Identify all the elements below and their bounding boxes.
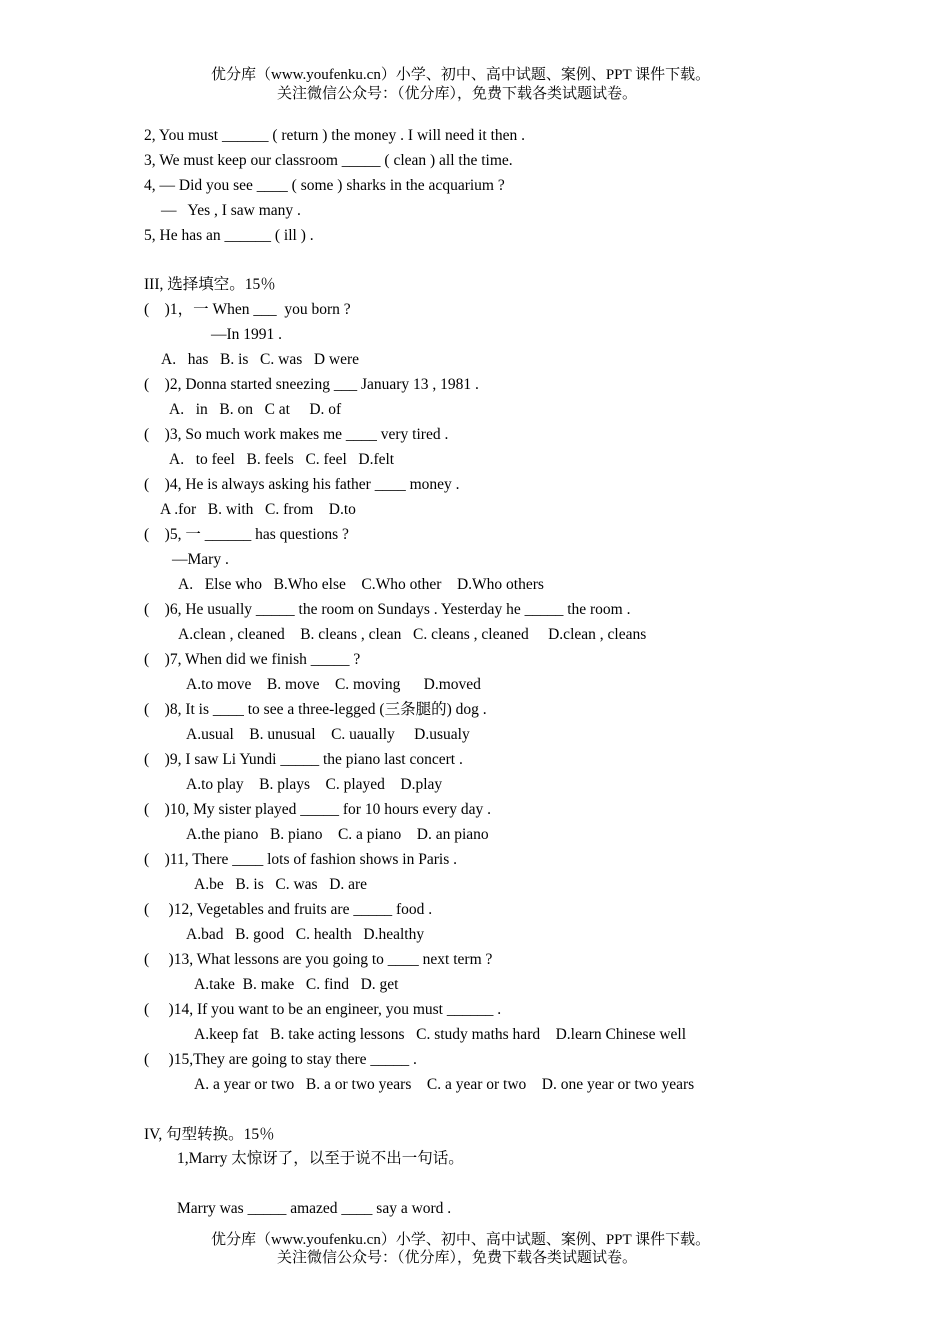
question-4: ( )4, He is always asking his father ____ money . — [144, 476, 460, 493]
question-10: ( )10, My sister played _____ for 10 hours every day . — [144, 801, 491, 818]
fill-item-5: 5, He has an ______ ( ill ) . — [144, 227, 314, 244]
fill-item-2: 2, You must ______ ( return ) the money . I will need it then . — [144, 127, 525, 144]
question-1-dialogue: —In 1991 . — [211, 326, 283, 343]
question-5-dialogue: —Mary . — [172, 551, 229, 568]
section-3-heading: III, 选择填空。15％ — [144, 276, 276, 293]
question-8: ( )8, It is ____ to see a three-legged (三条腿的) dog . — [144, 701, 487, 718]
question-10-options: A.the piano B. piano C. a piano D. an piano — [186, 826, 489, 843]
question-5-options: A. Else who B.Who else C.Who other D.Who others — [178, 576, 544, 593]
question-4-options: A .for B. with C. from D.to — [160, 501, 356, 518]
question-15: ( )15,They are going to stay there _____ . — [144, 1051, 417, 1068]
question-14: ( )14, If you want to be an engineer, you must ______ . — [144, 1001, 502, 1018]
question-12-options: A.bad B. good C. health D.healthy — [186, 926, 425, 943]
question-15-options: A. a year or two B. a or two years C. a year or two D. one year or two years — [194, 1076, 695, 1093]
question-8-options: A.usual B. unusual C. uaually D.usualy — [186, 726, 470, 743]
fill-item-4-answer: — Yes , I saw many . — [161, 202, 301, 219]
question-6: ( )6, He usually _____ the room on Sundays . Yesterday he _____ the room . — [144, 601, 631, 618]
question-9-options: A.to play B. plays C. played D.play — [186, 776, 443, 793]
header-line-2: 关注微信公众号：（优分库），免费下载各类试题试卷。 — [277, 86, 638, 102]
question-1: ( )1，一 When ___ you born ? — [144, 301, 351, 318]
question-9: ( )9, I saw Li Yundi _____ the piano last concert . — [144, 751, 463, 768]
question-2-options: A. in B. on C at D. of — [169, 401, 342, 418]
question-11: ( )11, There ____ lots of fashion shows in Paris . — [144, 851, 457, 868]
question-11-options: A.be B. is C. was D. are — [194, 876, 368, 893]
question-6-options: A.clean , cleaned B. cleans , clean C. cleans , cleaned D.clean , cleans — [178, 626, 647, 643]
footer-line-1: 优分库（www.youfenku.cn）小学、初中、高中试题、案例、PPT 课件下载。 — [211, 1232, 711, 1248]
fill-item-3: 3, We must keep our classroom _____ ( clean ) all the time. — [144, 152, 513, 169]
header-line-1: 优分库（www.youfenku.cn）小学、初中、高中试题、案例、PPT 课件下载。 — [211, 67, 711, 83]
question-13: ( )13, What lessons are you going to ____ next term ? — [144, 951, 493, 968]
question-7: ( )7, When did we finish _____ ? — [144, 651, 361, 668]
question-1-options: A. has B. is C. was D were — [161, 351, 360, 368]
question-5: ( )5, 一 ______ has questions ? — [144, 526, 349, 543]
question-13-options: A.take B. make C. find D. get — [194, 976, 399, 993]
question-12: ( )12, Vegetables and fruits are _____ food . — [144, 901, 433, 918]
question-3-options: A. to feel B. feels C. feel D.felt — [169, 451, 395, 468]
fill-item-4: 4, — Did you see ____ ( some ) sharks in the acquarium ? — [144, 177, 505, 194]
question-7-options: A.to move B. move C. moving D.moved — [186, 676, 481, 693]
transform-item-1-answer: Marry was _____ amazed ____ say a word . — [177, 1200, 452, 1217]
section-4-heading: IV, 句型转换。15％ — [144, 1126, 275, 1143]
footer-line-2: 关注微信公众号：（优分库），免费下载各类试题试卷。 — [277, 1250, 638, 1266]
question-2: ( )2, Donna started sneezing ___ January 13 , 1981 . — [144, 376, 479, 393]
question-3: ( )3, So much work makes me ____ very tired . — [144, 426, 449, 443]
transform-item-1: 1,Marry 太惊讶了，以至于说不出一句话。 — [177, 1150, 464, 1167]
question-14-options: A.keep fat B. take acting lessons C. study maths hard D.learn Chinese well — [194, 1026, 687, 1043]
